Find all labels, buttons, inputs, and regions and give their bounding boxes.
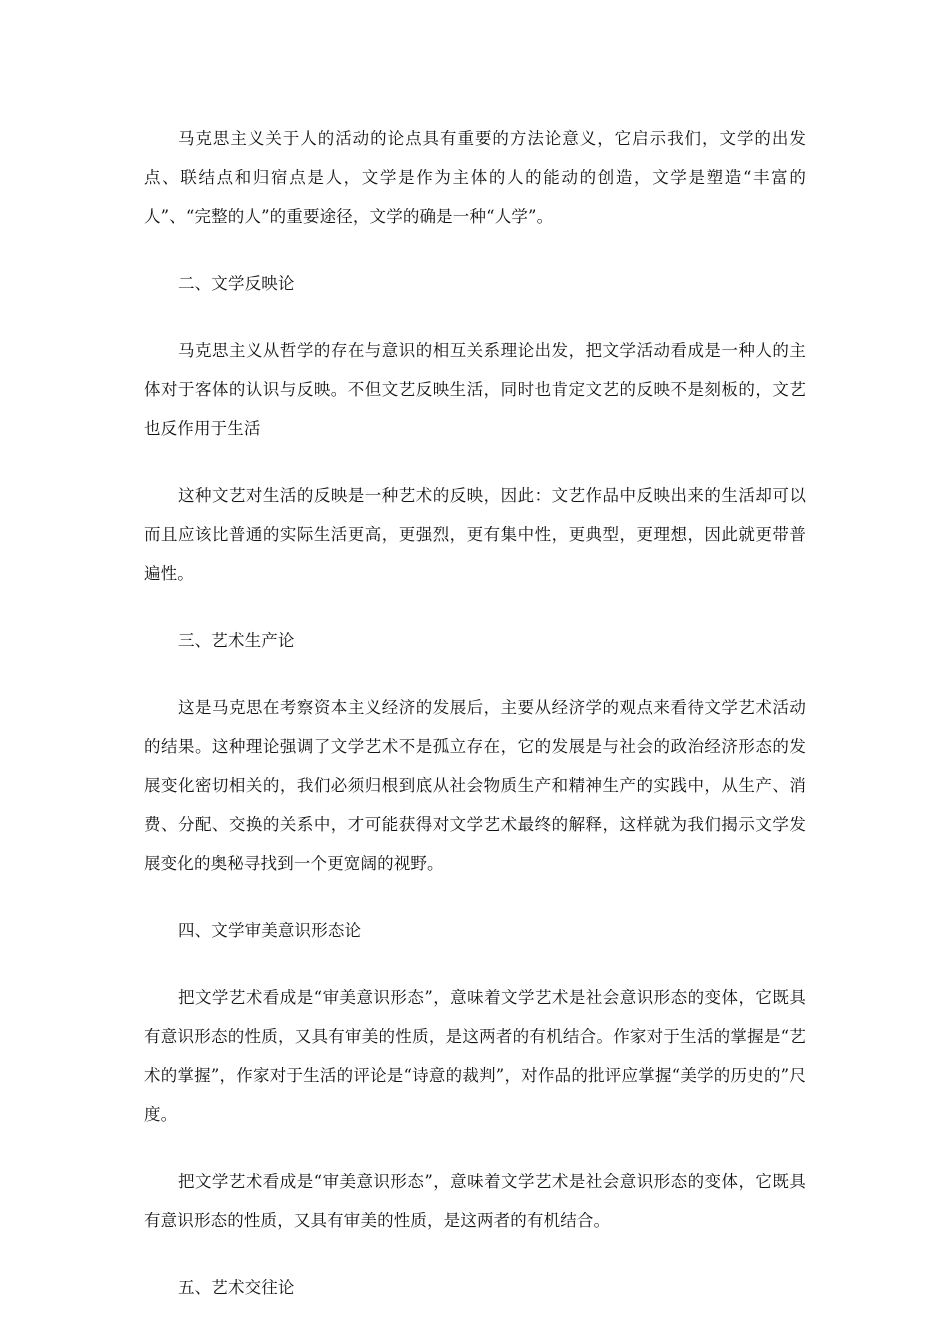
paragraph-aesthetic-ideology-repeat: 把文学艺术看成是“审美意识形态”，意味着文学艺术是社会意识形态的变体，它既具有意识形态的性质，又具有审美的性质，是这两者的有机结合。 <box>144 1172 806 1230</box>
paragraph-artistic-reflection: 这种文艺对生活的反映是一种艺术的反映，因此：文艺作品中反映出来的生活却可以而且应该比普通的实际生活更高，更强烈，更有集中性，更典型，更理想，因此就更带普遍性。 <box>144 486 806 583</box>
section-heading-reflection: 二、文学反映论 <box>178 274 295 293</box>
section-heading-art-production: 三、艺术生产论 <box>178 631 295 650</box>
paragraph-aesthetic-ideology: 把文学艺术看成是“审美意识形态”，意味着文学艺术是社会意识形态的变体，它既具有意识形态的性质，又具有审美的性质，是这两者的有机结合。作家对于生活的掌握是“艺术的掌握”，作家对于生活的评论是“诗意的裁判”，对作品的批评应掌握“美学的历史的”尺度。 <box>144 988 806 1124</box>
paragraph-art-production: 这是马克思在考察资本主义经济的发展后，主要从经济学的观点来看待文学艺术活动的结果。这种理论强调了文学艺术不是孤立存在，它的发展是与社会的政治经济形态的发展变化密切相关的，我们必须归根到底从社会物质生产和精神生产的实践中，从生产、消费、分配、交换的关系中，才可能获得对文学艺术最终的解释，这样就为我们揭示文学发展变化的奥秘寻找到一个更宽阔的视野。 <box>144 698 806 873</box>
section-heading-art-communication: 五、艺术交往论 <box>178 1278 295 1297</box>
paragraph-reflection-theory: 马克思主义从哲学的存在与意识的相互关系理论出发，把文学活动看成是一种人的主体对于客体的认识与反映。不但文艺反映生活，同时也肯定文艺的反映不是刻板的，文艺也反作用于生活 <box>144 341 806 438</box>
section-heading-aesthetic-ideology: 四、文学审美意识形态论 <box>178 921 362 940</box>
document-body <box>144 119 806 1335</box>
paragraph-human-activity: 马克思主义关于人的活动的论点具有重要的方法论意义，它启示我们，文学的出发点、联结点和归宿点是人，文学是作为主体的人的能动的创造，文学是塑造“丰富的人”、“完整的人”的重要途径，文学的确是一种“人学”。 <box>144 129 806 226</box>
